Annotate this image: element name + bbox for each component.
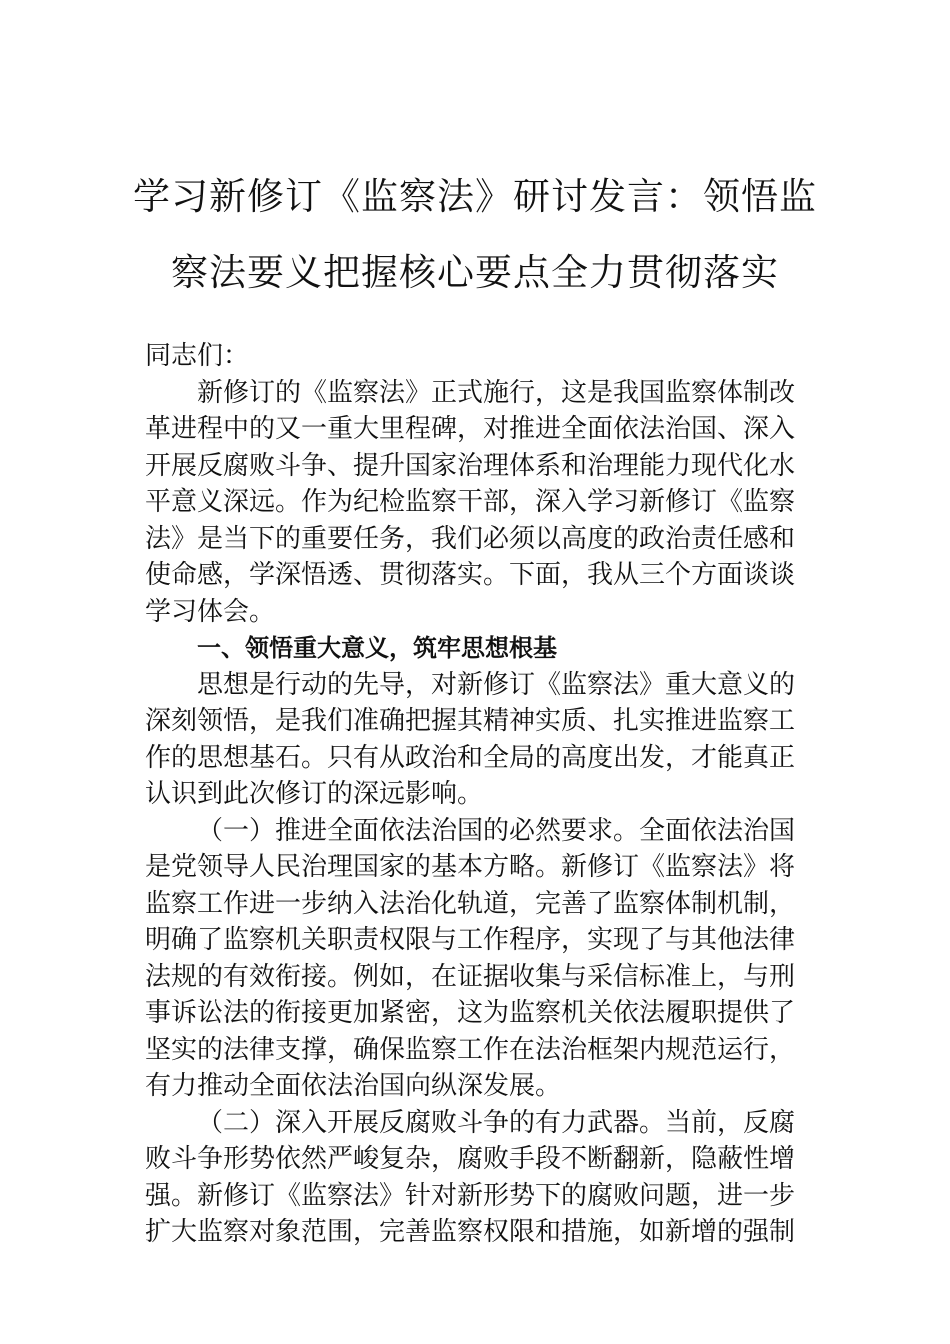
document-title-line-1: 学习新修订《监察法》研讨发言：领悟监 [133,175,817,218]
body-line: 明确了监察机关职责权限与工作程序，实现了与其他法律 [145,925,796,955]
body-line: 认识到此次修订的深远影响。 [145,779,484,809]
body-line: 法》是当下的重要任务，我们必须以高度的政治责任感和 [145,523,796,554]
body-line: 学习体会。 [145,596,276,627]
body-line: 革进程中的又一重大里程碑，对推进全面依法治国、深入 [145,414,796,444]
body-line: （一）推进全面依法治国的必然要求。全面依法治国 [197,815,796,846]
body-line: 同志们： [145,341,250,371]
body-line: 事诉讼法的衔接更加紧密，这为监察机关依法履职提供了 [145,998,796,1028]
body-line: 新修订的《监察法》正式施行，这是我国监察体制改 [197,377,796,408]
body-line: 作的思想基石。只有从政治和全局的高度出发，才能真正 [145,742,796,773]
body-line: 坚实的法律支撑，确保监察工作在法治框架内规范运行， [145,1034,796,1065]
body-line: 思想是行动的先导，对新修订《监察法》重大意义的 [197,669,796,700]
body-line: 深刻领悟，是我们准确把握其精神实质、扎实推进监察工 [145,706,796,736]
body-line: （二）深入开展反腐败斗争的有力武器。当前，反腐 [197,1107,796,1138]
document-body [145,338,807,1251]
body-line: 监察工作进一步纳入法治化轨道，完善了监察体制机制， [145,888,796,919]
body-line: 使命感，学深悟透、贯彻落实。下面，我从三个方面谈谈 [145,560,796,590]
section-heading: 一、领悟重大意义，筑牢思想根基 [197,634,557,662]
body-line: 开展反腐败斗争、提升国家治理体系和治理能力现代化水 [145,450,796,481]
body-line: 是党领导人民治理国家的基本方略。新修订《监察法》将 [145,852,796,882]
body-line: 败斗争形势依然严峻复杂，腐败手段不断翻新，隐蔽性增 [145,1144,796,1174]
body-line: 有力推动全面依法治国向纵深发展。 [145,1071,562,1101]
body-line: 强。新修订《监察法》针对新形势下的腐败问题，进一步 [145,1180,796,1211]
body-line: 扩大监察对象范围，完善监察权限和措施，如新增的强制 [145,1217,796,1247]
document-title-line-2: 察法要义把握核心要点全力贯彻落实 [171,251,779,294]
body-line: 法规的有效衔接。例如，在证据收集与采信标准上，与刑 [145,961,796,992]
body-line: 平意义深远。作为纪检监察干部，深入学习新修订《监察 [145,487,796,517]
